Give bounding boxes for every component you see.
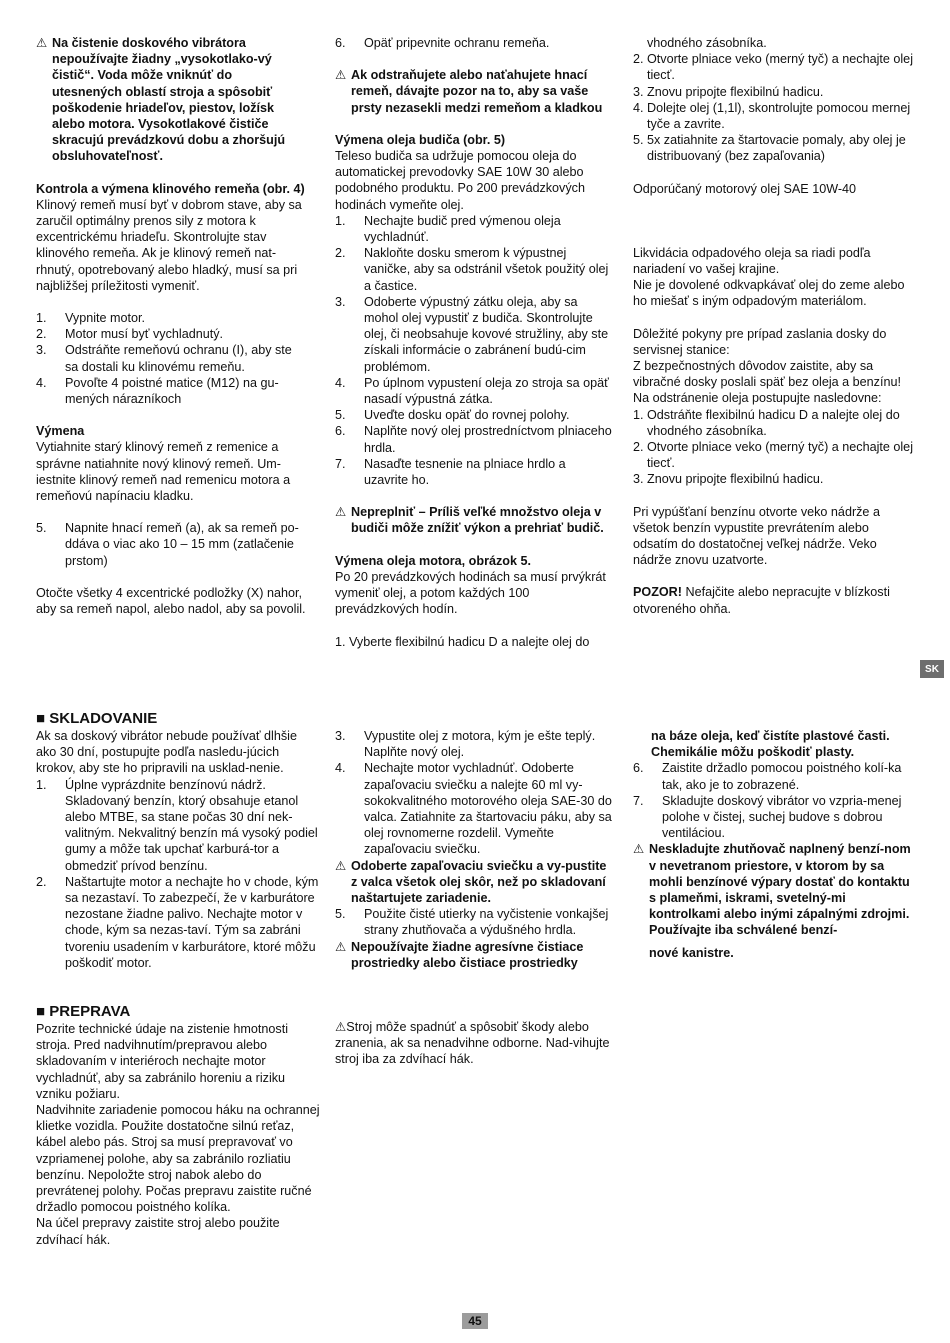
column-2-bottom [335, 728, 615, 1068]
warning-text: Na čistenie doskového vibrátora nepoužívajte žiadny „vysokotlako-vý čistič“. Voda môže vniknúť do utesnených oblastí stroja a spôsobiť poškodenie hriadeľov, piestov, ložísk alebo motora. Vysokotlakové čističe skracujú prevádzkovú dobu a zhoršujú obsluhovateľnosť. [52, 36, 286, 164]
warning-triangle-icon: ⚠ [335, 1020, 347, 1035]
paragraph: na báze oleja, keď čistíte plastové časti. Chemikálie môžu poškodiť plasty. [651, 729, 890, 760]
column-1-bottom [36, 710, 320, 1248]
list-item: 4. Dolejte olej (1,1l), skontrolujte pomocou mernej tyče a zavrite. [633, 100, 911, 132]
list-item: 6. Zaistite držadlo pomocou poistného kolí-ka tak, ako je to zobrazené. [633, 761, 902, 792]
caution-paragraph: POZOR! Nefajčite alebo nepracujte v blízkosti otvoreného ohňa. [633, 585, 890, 616]
warning-triangle-icon: ⚠ [36, 36, 48, 50]
paragraph: Po 20 prevádzkových hodinách sa musí prvýkrát vymeniť olej, a potom každých 100 prevádzkových hodín. [335, 569, 606, 617]
page-number: 45 [462, 1313, 488, 1329]
warning-text: Nepoužívajte žiadne agresívne čistiace prostriedky alebo čistiace prostriedky [351, 939, 584, 970]
list-item: 2. Otvorte plniace veko (merný tyč) a nechajte olej tiecť. [633, 52, 913, 83]
column-2-top [335, 35, 613, 650]
paragraph: Teleso budiča sa udržuje pomocou oleja do automatickej prevodovky SAE 10W 30 alebo podobného produktu. Po 200 prevádzkových hodinách vymeňte olej. [335, 149, 585, 212]
section-heading: Výmena oleja budiča (obr. 5) [335, 132, 506, 147]
list-item: 1. Vypnite motor. [36, 311, 146, 326]
warning-belt [335, 67, 613, 116]
paragraph: Z bezpečnostných dôvodov zaistite, aby sa vibračné dosky poslali späť bez oleja a benzínu! [633, 359, 901, 390]
list-item: 1. Odstráňte flexibilnú hadicu D a nalejte olej do vhodného zásobníka. [633, 407, 900, 438]
warning-spark-plug [335, 858, 615, 907]
list-item: 2. Nakloňte dosku smerom k výpustnej vaničke, aby sa odstránil všetok použitý olej a častice. [335, 246, 609, 293]
list-item: 4. Nechajte motor vychladnúť. Odoberte zapaľovaciu sviečku a nalejte 60 ml vy-sokokvalitného motorového oleja SAE-30 do valca. Zatiahnite za štartovaciu páku, aby sa olej rovnomerne rozdelil. Vymeňte zapaľovaciu sviečku. [335, 761, 612, 857]
list-item: 5. Uveďte dosku opäť do rovnej polohy. [335, 408, 570, 423]
square-bullet-icon: ■ [36, 710, 46, 727]
steps-list [633, 760, 915, 841]
warning-text: Neskladujte zhutňovač naplnený benzí-nom v nevetranom priestore, v ktorom by sa mohli benzínové výpary dostať do kontaktu s plameňmi, iskrami, svetelný-mi kontrolkami alebo inými zápalnými zdrojmi. Používajte iba schválené benzí- nové kanistre. [649, 842, 911, 960]
list-item: 5. 5x zatiahnite za štartovacie pomaly, aby olej je distribuovaný (bez zapaľovania) [633, 133, 906, 164]
list-item: 3. Odoberte výpustný zátku oleja, aby sa mohol olej vypustiť z budiča. Skontrolujte olej, či neobsahuje kovové stružliny, aby ste získali informácie o zabránení budú-cim problémom. [335, 294, 609, 374]
list-item: 3. Odstráňte remeňovú ochranu (I), aby ste sa dostali ku klinovému remeňu. [36, 343, 292, 374]
paragraph: Ak sa doskový vibrátor nebude používať dlhšie ako 30 dní, postupujte podľa nasledu-júcich krokov, aby ste ho pripravili na usklad-nenie. [36, 729, 297, 776]
warning-triangle-icon: ⚠ [335, 505, 347, 520]
paragraph: Nadvihnite zariadenie pomocou háku na ochrannej klietke vozidla. Použite dostatočne silnú reťaz, kábel alebo pás. Stroj sa musí prepravovať vo vzpriamenej polohe, aby sa zabránilo rozliatiu benzínu. Nepoložte stroj nabok alebo do prevrátenej polohy. Počas prepravu zaistite ručné držadlo pomocou poistného kolíka. [36, 1103, 320, 1215]
list-item: 5. Napnite hnací remeň (a), ak sa remeň po-ddáva o viac ako 10 – 15 mm (zatlačenie prstom) [36, 521, 299, 568]
square-bullet-icon: ■ [36, 1003, 46, 1021]
steps-list [335, 728, 615, 858]
list-item: 4. Povoľte 4 poistné matice (M12) na gu-mených nárazníkoch [36, 375, 279, 407]
paragraph: Dôležité pokyny pre prípad zaslania dosky do servisnej stanice: [633, 326, 887, 357]
list-item: 5. Použite čisté utierky na vyčistenie vonkajšej strany zhutňovača a výdušného hrdla. [335, 907, 609, 938]
steps-list [633, 51, 915, 164]
warning-overfill [335, 504, 613, 536]
paragraph: Na účel prepravy zaistite stroj alebo použite zdvíhací hák. [36, 1216, 280, 1247]
column-1-top [36, 35, 308, 617]
section-heading: Kontrola a výmena klinového remeňa (obr. 4) [36, 181, 305, 196]
language-tab: SK [920, 660, 944, 678]
paragraph: vhodného zásobníka. [647, 36, 767, 50]
warning-triangle-icon: ⚠ [335, 68, 347, 83]
paragraph: Pozrite technické údaje na zistenie hmotnosti stroja. Pred nadvihnutím/prepravou alebo skladovaním v interiéroch nechajte motor vychladnúť, aby sa zabránilo horeniu a riziku vzniku požiaru. [36, 1022, 289, 1101]
list-item: 2. Naštartujte motor a nechajte ho v chode, kým sa nezastaví. To zabezpečí, že v karburátore nezostane žiadne palivo. Nechajte motor v chode, kým sa nezas-taví. Tým sa zabráni tvoreniu usadením v karburátore, ktoré môžu poškodiť motor. [36, 874, 319, 970]
warning-triangle-icon: ⚠ [633, 842, 645, 857]
warning-pressure-washer [36, 35, 308, 165]
list-item: 1. Úplne vyprázdnite benzínovú nádrž. Skladovaný benzín, ktorý obsahuje etanol alebo MTBE, sa stane počas 30 dní nek-valitným. Nekvalitný benzín má vysoký podiel gumy a môže tak upchať karburá-tor a obmedziť prívod benzínu. [36, 777, 318, 873]
list-item: 2. Motor musí byť vychladnutý. [36, 327, 224, 342]
steps-list [36, 777, 320, 971]
column-3-bottom [633, 728, 915, 961]
steps-list [633, 407, 915, 488]
storage-heading: ■ SKLADOVANIE [36, 710, 158, 727]
paragraph: Na odstránenie oleja postupujte nasledovne: [633, 391, 882, 406]
paragraph: Pri vypúšťaní benzínu otvorte veko nádrže a všetok benzín vypustite prevrátením alebo odsatím do dostatočnej veľkej nádrže. Veko nádrže znovu uzatvorte. [633, 504, 880, 568]
list-item: 2. Otvorte plniace veko (merný tyč) a nechajte olej tiecť. [633, 440, 913, 471]
warning-storage [633, 841, 915, 960]
warning-triangle-icon: ⚠ [335, 858, 347, 873]
warning-lift: ⚠Stroj môže spadnúť a spôsobiť škody alebo zranenia, ak sa nenadvihne odborne. Nad-vihujte stroj iba za zdvíhací hák. [335, 1020, 610, 1067]
warning-cleaners [335, 939, 615, 971]
warning-text: Nepreplniť – Príliš veľké množstvo oleja v budiči môže znížiť výkon a prehriať budič. [351, 505, 604, 536]
paragraph: 1. Vyberte flexibilnú hadicu D a nalejte olej do [335, 634, 590, 649]
paragraph: Vytiahnite starý klinový remeň z remenice a správne natiahnite nový klinový remeň. Um-iestnite klinový remeň nad remenicu motora a remeňovú napínaciu kladku. [36, 440, 291, 504]
paragraph: Otočte všetky 4 excentrické podložky (X) nahor, aby sa remeň napol, alebo nadol, aby sa povolil. [36, 585, 306, 617]
list-item: 6. Naplňte nový olej prostredníctvom plniaceho hrdla. [335, 424, 612, 455]
transport-heading: ■ PREPRAVA [36, 1003, 131, 1021]
section-heading: Výmena [36, 424, 85, 439]
caution-label: POZOR! [633, 585, 682, 600]
list-item: 4. Po úplnom vypustení oleja zo stroja sa opäť nasadí výpustná zátka. [335, 375, 609, 407]
list-item: 3. Vypustite olej z motora, kým je ešte teplý. Naplňte nový olej. [335, 729, 596, 760]
warning-triangle-icon: ⚠ [335, 939, 347, 954]
steps-list [335, 213, 613, 488]
list-item: 7. Skladujte doskový vibrátor vo vzpria-menej polohe v čistej, suchej budove s dobrou ventiláciou. [633, 793, 902, 841]
warning-text: Odoberte zapaľovaciu sviečku a vy-pustite z valca všetok olej skôr, než po skladovaní naštartujete zariadenie. [351, 858, 607, 906]
paragraph: Klinový remeň musí byť v dobrom stave, aby sa zaručil optimálny prenos sily z motora k excentrickému hriadeľu. Skontrolujte stav klinového remeňa. Ak je klinový remeň nat-rhnutý, opotrebovaný alebo hladký, musí sa pri najbližšej príležitosti vymeniť. [36, 197, 302, 293]
paragraph: Likvidácia odpadového oleja sa riadi podľa nariadení vo vašej krajine. [633, 245, 871, 277]
list-item: 3. Znovu pripojte flexibilnú hadicu. [633, 472, 824, 487]
column-3-top [633, 35, 915, 617]
warning-text: Ak odstraňujete alebo naťahujete hnací remeň, dávajte pozor na to, aby sa vaše prsty nezasekli medzi remeňom a kladkou [351, 68, 603, 115]
list-item: 7. Nasaďte tesnenie na plniace hrdlo a uzavrite ho. [335, 456, 566, 488]
steps-list [36, 310, 308, 407]
paragraph: Nie je dovolené odkvapkávať olej do zeme alebo ho miešať s iným odpadovým materiálom. [633, 278, 905, 309]
section-heading: Výmena oleja motora, obrázok 5. [335, 553, 531, 568]
paragraph: Odporúčaný motorový olej SAE 10W-40 [633, 181, 857, 196]
list-item: 1. Nechajte budič pred výmenou oleja vychladnúť. [335, 213, 561, 245]
list-item: 6. Opäť pripevnite ochranu remeňa. [335, 36, 550, 50]
list-item: 3. Znovu pripojte flexibilnú hadicu. [633, 84, 824, 99]
